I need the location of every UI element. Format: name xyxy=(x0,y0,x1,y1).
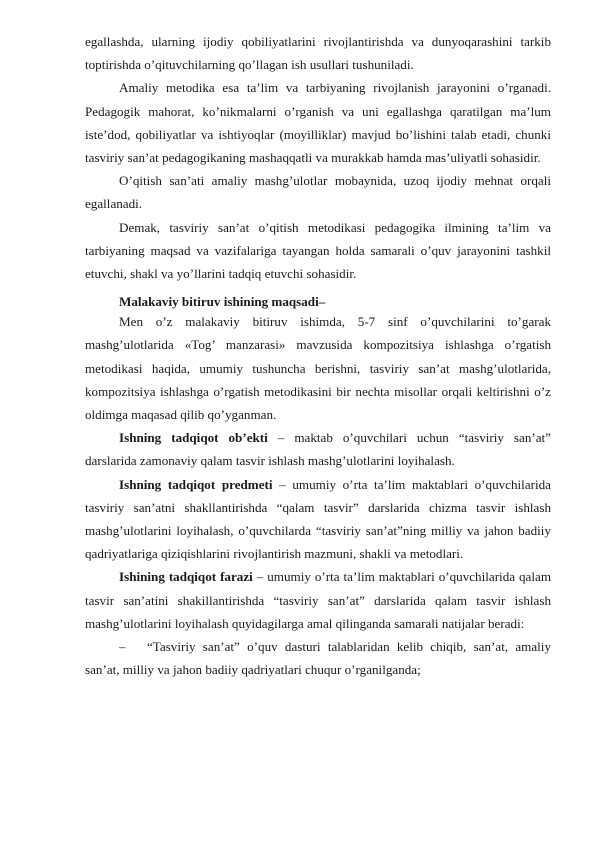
paragraph-goal: Men o’z malakaviy bitiruv ishimda, 5-7 sinf o’quvchilarini to’garak mashg’ulotlarida «Tog’ manzarasi» mavzusida kompozitsiya ishlashga o’rgatish metodikasi haqida, umumiy tushuncha berishni, tasviriy san’at mashg’ulotlarida, kompozitsiya ishlashga o’rgatish metodikasini bir nechta misollar orqali keltirishni o’z oldimga maqasad qilib qo’yganman. xyxy=(85,314,551,423)
paragraph-continuation: egallashda, ularning ijodiy qobiliyatlarini rivojlantirishda va dunyoqarashini tarkib toptirishda o’qituvchilarning qo’llagan ish usullari tushuniladi. xyxy=(85,34,551,73)
paragraph-oqitish-sanati: O’qitish san’ati amaliy mashg’ulotlar mobaynida, uzoq ijodiy mehnat orqali egallanadi. xyxy=(85,173,551,212)
research-subject-label: Ishning tadqiqot predmeti xyxy=(119,476,273,492)
research-object-label: Ishning tadqiqot ob’ekti xyxy=(119,430,268,446)
research-hypothesis-label: Ishining tadqiqot farazi xyxy=(119,569,253,585)
paragraph-research-object xyxy=(85,426,551,472)
research-object-text: – maktab o’quvchilari uchun “tasviriy san’at” darslarida zamonaviy qalam tasvir ishlash mashg’ulotlarini loyihalash. xyxy=(85,430,551,469)
research-hypothesis-text: – umumiy o’rta ta’lim maktablari o’quvchilarida qalam tasvir san’atini shakillantirishda “tasviriy san’at” darslarida qalam tasvir ishlash mashg’ulotlarini loyihalash quyidagilarga amal qilinganda samarali natijalar beradi: xyxy=(85,569,551,631)
paragraph-demak: Demak, tasviriy san’at o’qitish metodikasi pedagogika ilmining ta’lim va tarbiyaning maqsad va vazifalariga tayangan holda samarali o’quv jarayonini tashkil etuvchi, shakl va yo’llarini tadqiq etuvchi sohasidir. xyxy=(85,219,551,282)
paragraph-research-subject xyxy=(85,473,551,566)
list-item xyxy=(85,635,551,681)
section-heading: Malakaviy bitiruv ishining maqsadi– xyxy=(119,294,326,310)
research-subject-text: – umumiy o’rta ta’lim maktablari o’quvchilarida tasviriy san’atni shakllantirishda “qalam tasvir” darslarida chizma tasvir ishlash mashg’ulotlarini loyihalash, o’quvchilarda “tasviriy san’at”ning milliy va jahon badiiy qadriyatlariga qiziqishlarini rivojlantirish mazmuni, shakli va metodlari. xyxy=(85,476,551,562)
paragraph-research-hypothesis xyxy=(85,565,551,635)
document-page xyxy=(85,30,551,681)
list-item-text: “Tasviriy san’at” o’quv dasturi talablaridan kelib chiqib, san’at, amaliy san’at, milliy va jahon badiiy qadriyatlari chuqur o’rganilganda; xyxy=(85,639,551,678)
dash-bullet: – xyxy=(119,639,126,655)
paragraph-amaliy-metodika: Amaliy metodika esa ta’lim va tarbiyaning rivojlanish jarayonini o’rganadi. Pedagogik mahorat, ko’nikmalarni o’rganish va uni egallashga qaratilgan ma’lum iste’dod, qobiliyatlar va ishtiyoqlar (moyilliklar) mavjud bo’lishini talab etadi, chunki tasviriy san’at pedagogikaning mashaqqatli va murakkab hamda mas’uliyatli sohasidir. xyxy=(85,80,551,166)
